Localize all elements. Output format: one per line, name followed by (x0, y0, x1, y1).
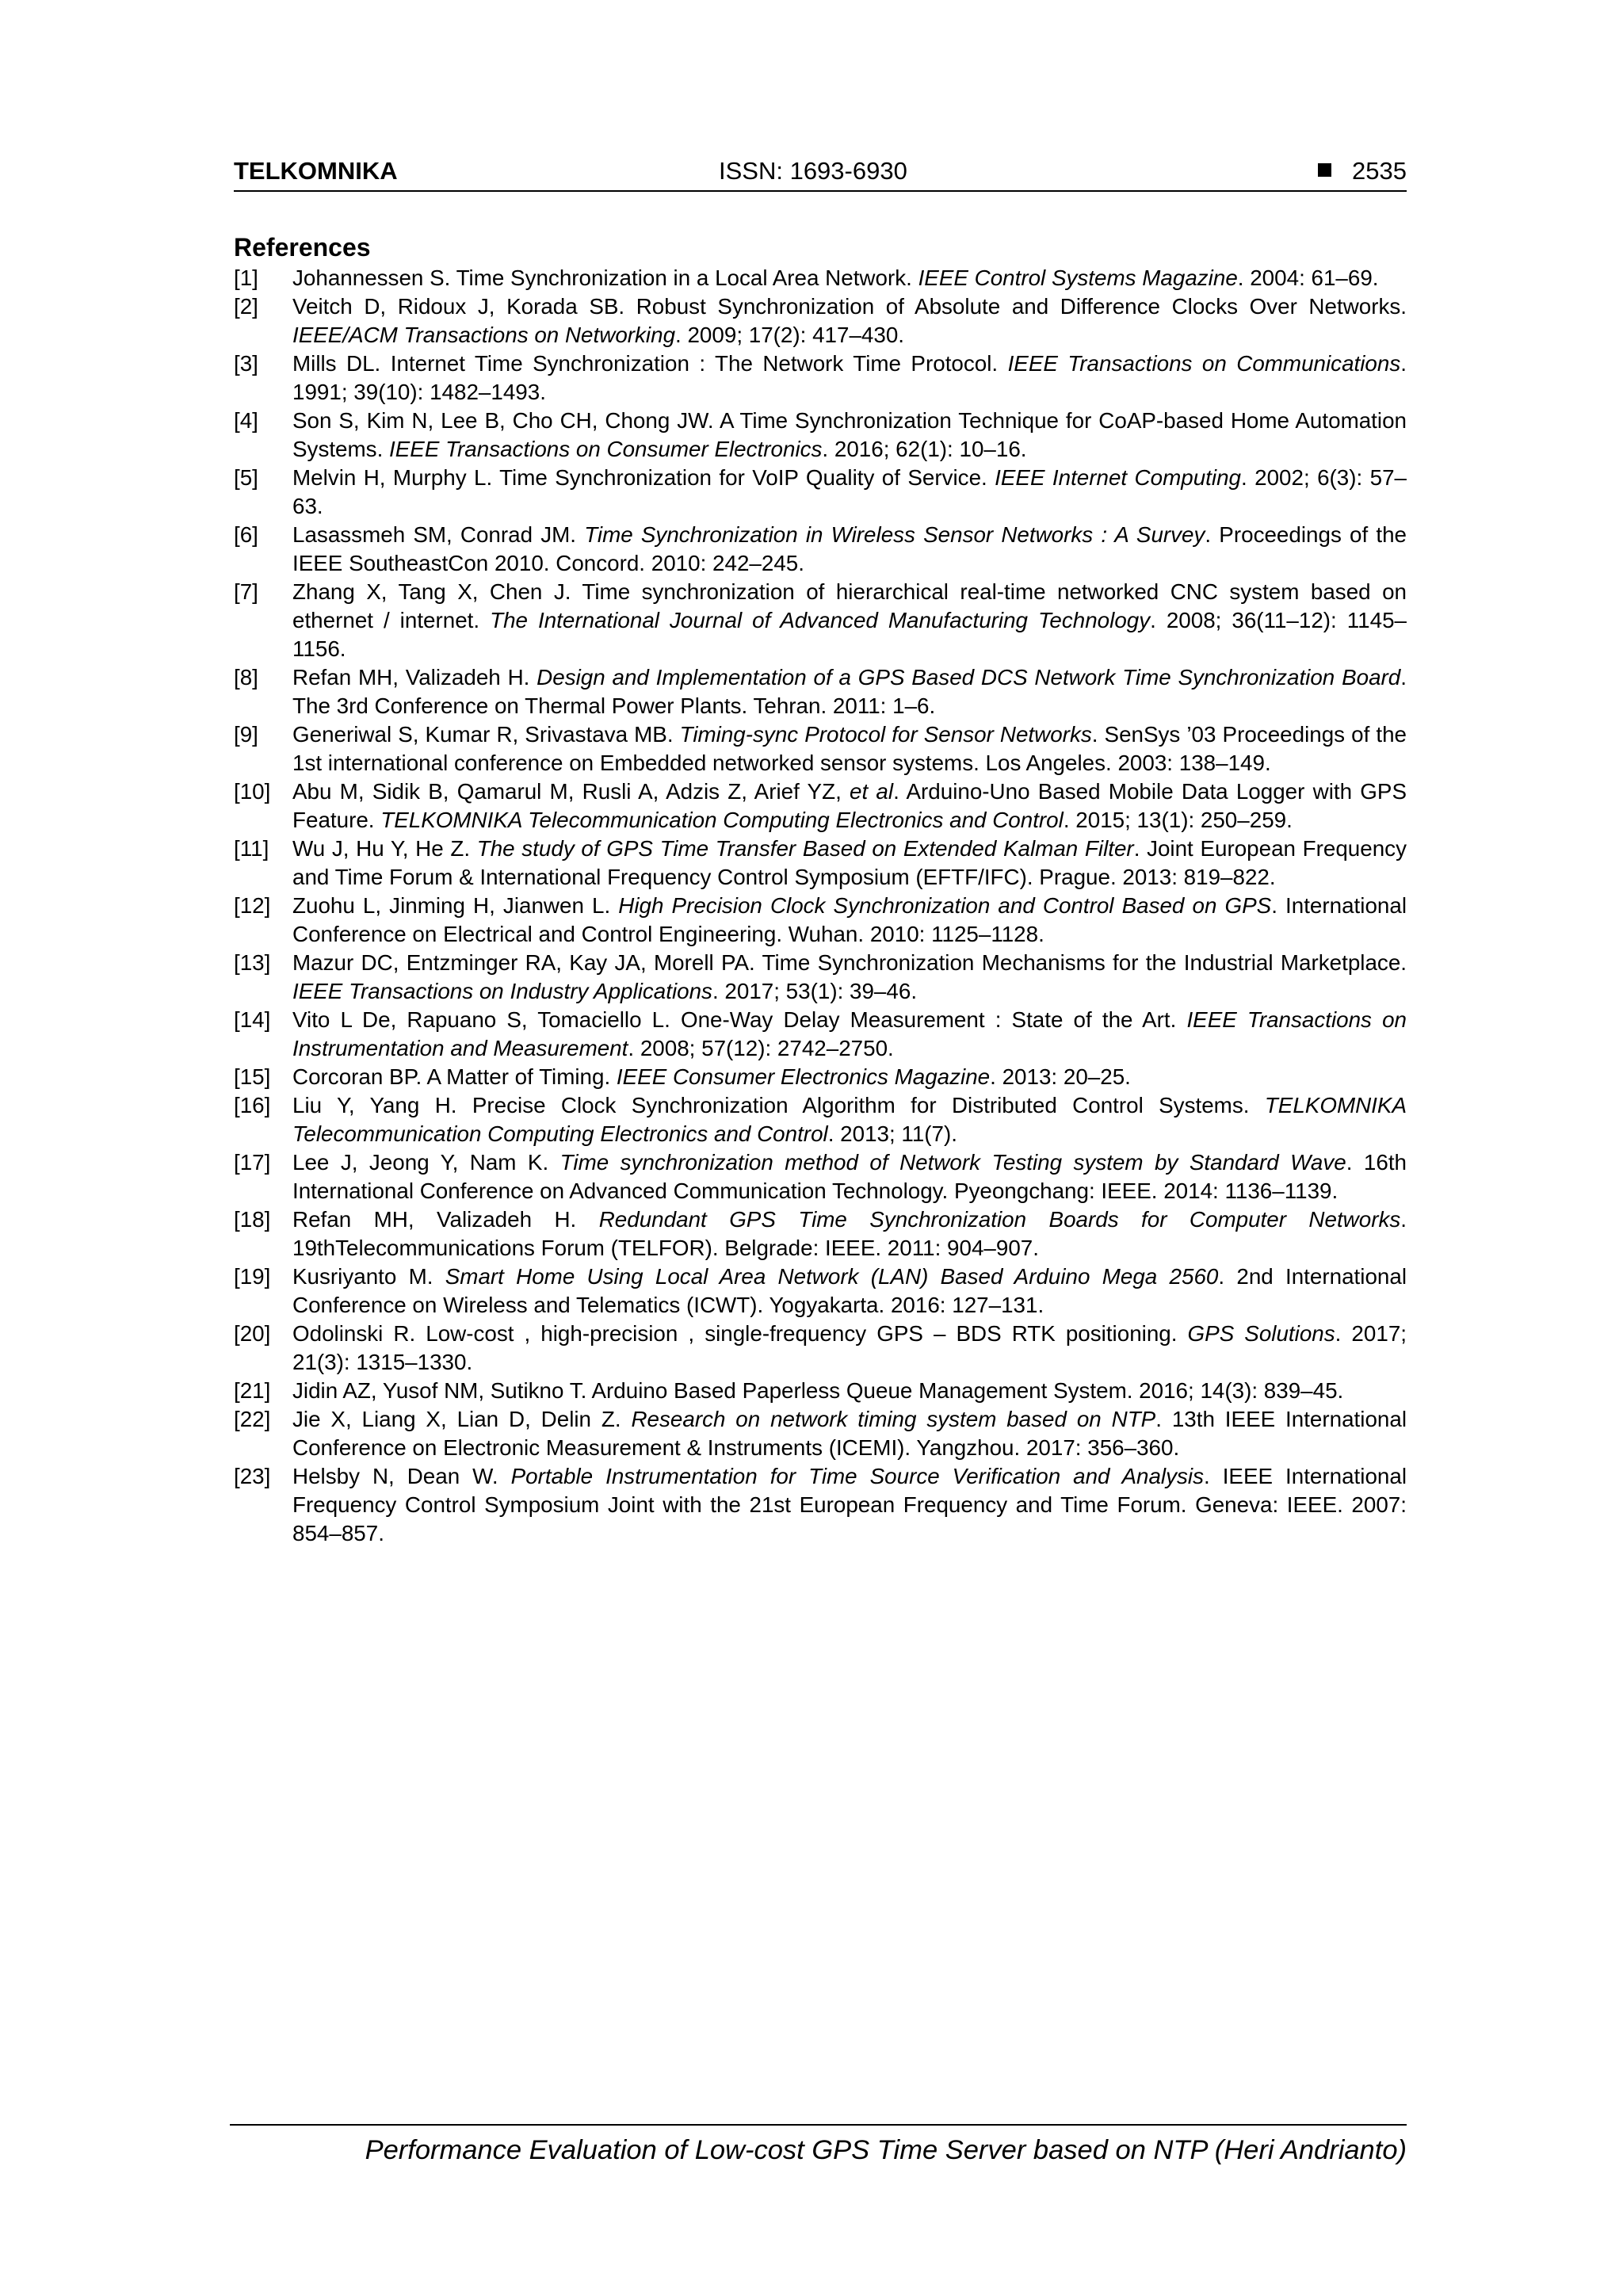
reference-number: [2] (234, 294, 258, 319)
reference-number: [12] (234, 893, 271, 918)
reference-text: . International Conference on Electrical and Control Engineering. Wuhan. 2010: 1125–1128. (292, 893, 1407, 946)
reference-number: [20] (234, 1321, 271, 1346)
reference-item (234, 1091, 1407, 1148)
reference-item (234, 264, 1407, 292)
reference-source-title: IEEE Transactions on Instrumentation and Measurement (292, 1007, 1407, 1060)
reference-source-title: TELKOMNIKA Telecommunication Computing Electronics and Control (292, 1093, 1407, 1146)
reference-number: [19] (234, 1264, 271, 1289)
reference-text: Abu M, Sidik B, Qamarul M, Rusli A, Adzis Z, Arief YZ, (292, 779, 850, 804)
reference-text: Son S, Kim N, Lee B, Cho CH, Chong JW. A Time Synchronization Technique for CoAP-based Home Automation Systems. (292, 408, 1407, 461)
reference-text: Liu Y, Yang H. Precise Clock Synchronization Algorithm for Distributed Control Systems. (292, 1093, 1265, 1117)
reference-item (234, 1263, 1407, 1320)
reference-text: . Joint European Frequency and Time Forum & International Frequency Control Symposium (EFTF/IFC). Prague. 2013: 819–822. (292, 836, 1407, 889)
reference-item (234, 1320, 1407, 1377)
reference-source-title: Smart Home Using Local Area Network (LAN) Based Arduino Mega 2560 (445, 1264, 1219, 1289)
reference-text: . 2015; 13(1): 250–259. (1063, 808, 1293, 832)
reference-item (234, 720, 1407, 777)
reference-number: [10] (234, 779, 271, 804)
reference-text: . SenSys ’03 Proceedings of the 1st international conference on Embedded networked sensor systems. Los Angeles. 2003: 138–149. (292, 722, 1407, 775)
reference-text: Mills DL. Internet Time Synchronization : The Network Time Protocol. (292, 351, 1008, 376)
reference-source-title: Research on network timing system based on NTP (631, 1407, 1156, 1431)
reference-text: . 2013; 11(7). (827, 1121, 957, 1146)
reference-text: Zuohu L, Jinming H, Jianwen L. (292, 893, 619, 918)
reference-item (234, 407, 1407, 464)
reference-text: Helsby N, Dean W. (292, 1464, 511, 1488)
reference-item (234, 663, 1407, 720)
reference-item (234, 578, 1407, 663)
reference-source-title: IEEE Consumer Electronics Magazine (616, 1064, 991, 1089)
reference-number: [16] (234, 1093, 271, 1117)
references-heading: References (234, 233, 371, 262)
reference-item (234, 1063, 1407, 1091)
reference-text: Melvin H, Murphy L. Time Synchronization for VoIP Quality of Service. (292, 465, 995, 490)
reference-source-title: GPS Solutions (1187, 1321, 1335, 1346)
reference-text: . 13th IEEE International Conference on Electronic Measurement & Instruments (ICEMI). Yangzhou. 2017: 356–360. (292, 1407, 1407, 1460)
reference-item (234, 1205, 1407, 1263)
reference-text: . 2002; 6(3): 57–63. (292, 465, 1407, 518)
reference-text: Generiwal S, Kumar R, Srivastava MB. (292, 722, 680, 747)
page-footer: Performance Evaluation of Low-cost GPS Time Server based on NTP (Heri Andrianto) (230, 2124, 1407, 2166)
reference-number: [23] (234, 1464, 271, 1488)
reference-number: [18] (234, 1207, 271, 1232)
reference-source-title: TELKOMNIKA Telecommunication Computing Electronics and Control (380, 808, 1064, 832)
reference-text: . 2017; 21(3): 1315–1330. (292, 1321, 1407, 1374)
reference-number: [6] (234, 522, 258, 547)
reference-item (234, 350, 1407, 407)
page-number: 2535 (1352, 157, 1407, 185)
reference-source-title: IEEE Transactions on Industry Applications (292, 979, 712, 1003)
reference-number: [4] (234, 408, 258, 433)
reference-item (234, 949, 1407, 1006)
reference-text: . Proceedings of the IEEE SoutheastCon 2010. Concord. 2010: 242–245. (292, 522, 1407, 575)
reference-number: [3] (234, 351, 258, 376)
reference-text: . IEEE International Frequency Control Symposium Joint with the 21st European Frequency and Time Forum. Geneva: IEEE. 2007: 854–857. (292, 1464, 1407, 1545)
reference-text: Refan MH, Valizadeh H. (292, 665, 537, 690)
reference-text: Lee J, Jeong Y, Nam K. (292, 1150, 560, 1175)
reference-source-title: Design and Implementation of a GPS Based DCS Network Time Synchronization Board (537, 665, 1401, 690)
reference-source-title: et al (850, 779, 894, 804)
reference-source-title: IEEE Transactions on Communications (1007, 351, 1401, 376)
reference-item (234, 464, 1407, 521)
reference-number: [9] (234, 722, 258, 747)
reference-number: [14] (234, 1007, 271, 1032)
reference-number: [11] (234, 836, 269, 861)
reference-source-title: Redundant GPS Time Synchronization Boards for Computer Networks (598, 1207, 1401, 1232)
reference-item (234, 1148, 1407, 1205)
reference-text: . 2008; 57(12): 2742–2750. (628, 1036, 894, 1060)
reference-item (234, 1377, 1407, 1405)
reference-source-title: Time synchronization method of Network Testing system by Standard Wave (559, 1150, 1346, 1175)
page-number-container (1318, 157, 1407, 185)
reference-number: [13] (234, 950, 271, 975)
reference-text: . 2008; 36(11–12): 1145–1156. (292, 608, 1407, 661)
reference-item (234, 835, 1407, 892)
reference-text: Kusriyanto M. (292, 1264, 445, 1289)
reference-item (234, 292, 1407, 350)
reference-list (234, 264, 1407, 1548)
reference-text: . 16th International Conference on Advanced Communication Technology. Pyeongchang: IEEE. 2014: 1136–1139. (292, 1150, 1407, 1203)
reference-text: . 19thTelecommunications Forum (TELFOR). Belgrade: IEEE. 2011: 904–907. (292, 1207, 1407, 1260)
reference-text: . 2016; 62(1): 10–16. (822, 437, 1027, 461)
reference-source-title: Time Synchronization in Wireless Sensor Networks : A Survey (584, 522, 1205, 547)
reference-source-title: High Precision Clock Synchronization and Control Based on GPS (618, 893, 1272, 918)
reference-item (234, 1405, 1407, 1462)
reference-text: Vito L De, Rapuano S, Tomaciello L. One-Way Delay Measurement : State of the Art. (292, 1007, 1187, 1032)
reference-text: . 2013: 20–25. (990, 1064, 1131, 1089)
reference-text: . Arduino-Uno Based Mobile Data Logger with GPS Feature. (292, 779, 1407, 832)
reference-source-title: IEEE Control Systems Magazine (918, 266, 1238, 290)
reference-number: [15] (234, 1064, 271, 1089)
reference-source-title: IEEE Internet Computing (995, 465, 1241, 490)
reference-text: . The 3rd Conference on Thermal Power Plants. Tehran. 2011: 1–6. (292, 665, 1407, 718)
reference-text: Mazur DC, Entzminger RA, Kay JA, Morell PA. Time Synchronization Mechanisms for the Industrial Marketplace. (292, 950, 1407, 975)
square-bullet-icon (1318, 163, 1331, 177)
reference-item (234, 1462, 1407, 1548)
reference-item (234, 521, 1407, 578)
reference-text: Lasassmeh SM, Conrad JM. (292, 522, 585, 547)
reference-number: [7] (234, 579, 258, 604)
reference-item (234, 777, 1407, 835)
reference-text: . 2009; 17(2): 417–430. (675, 323, 905, 347)
reference-text: Odolinski R. Low-cost , high-precision , single-frequency GPS – BDS RTK positioning. (292, 1321, 1188, 1346)
reference-number: [8] (234, 665, 258, 690)
reference-source-title: The International Journal of Advanced Manufacturing Technology (490, 608, 1151, 632)
reference-number: [17] (234, 1150, 271, 1175)
page-header (234, 155, 1407, 192)
reference-source-title: Timing-sync Protocol for Sensor Networks (679, 722, 1092, 747)
reference-source-title: IEEE/ACM Transactions on Networking (292, 323, 676, 347)
reference-text: . 2017; 53(1): 39–46. (712, 979, 918, 1003)
reference-text: Jie X, Liang X, Lian D, Delin Z. (292, 1407, 632, 1431)
reference-number: [5] (234, 465, 258, 490)
journal-name: TELKOMNIKA (234, 157, 398, 185)
reference-text: . 2004: 61–69. (1237, 266, 1379, 290)
reference-text: Johannessen S. Time Synchronization in a Local Area Network. (292, 266, 918, 290)
reference-text: Refan MH, Valizadeh H. (292, 1207, 599, 1232)
reference-source-title: The study of GPS Time Transfer Based on Extended Kalman Filter (476, 836, 1134, 861)
reference-number: [22] (234, 1407, 271, 1431)
reference-text: . 2nd International Conference on Wireless and Telematics (ICWT). Yogyakarta. 2016: 127–131. (292, 1264, 1407, 1317)
issn: ISSN: 1693-6930 (719, 157, 907, 185)
reference-source-title: Portable Instrumentation for Time Source Verification and Analysis (510, 1464, 1204, 1488)
reference-number: [1] (234, 266, 258, 290)
reference-text: Jidin AZ, Yusof NM, Sutikno T. Arduino Based Paperless Queue Management System. 2016; 14(3): 839–45. (292, 1378, 1344, 1403)
reference-source-title: IEEE Transactions on Consumer Electronics (389, 437, 823, 461)
reference-text: . 1991; 39(10): 1482–1493. (292, 351, 1407, 404)
reference-text: Corcoran BP. A Matter of Timing. (292, 1064, 617, 1089)
reference-item (234, 1006, 1407, 1063)
reference-text: Veitch D, Ridoux J, Korada SB. Robust Synchronization of Absolute and Difference Clocks Over Networks. (292, 294, 1407, 319)
reference-item (234, 892, 1407, 949)
reference-text: Zhang X, Tang X, Chen J. Time synchronization of hierarchical real-time networked CNC system based on ethernet / internet. (292, 579, 1407, 632)
reference-text: Wu J, Hu Y, He Z. (292, 836, 477, 861)
reference-number: [21] (234, 1378, 271, 1403)
